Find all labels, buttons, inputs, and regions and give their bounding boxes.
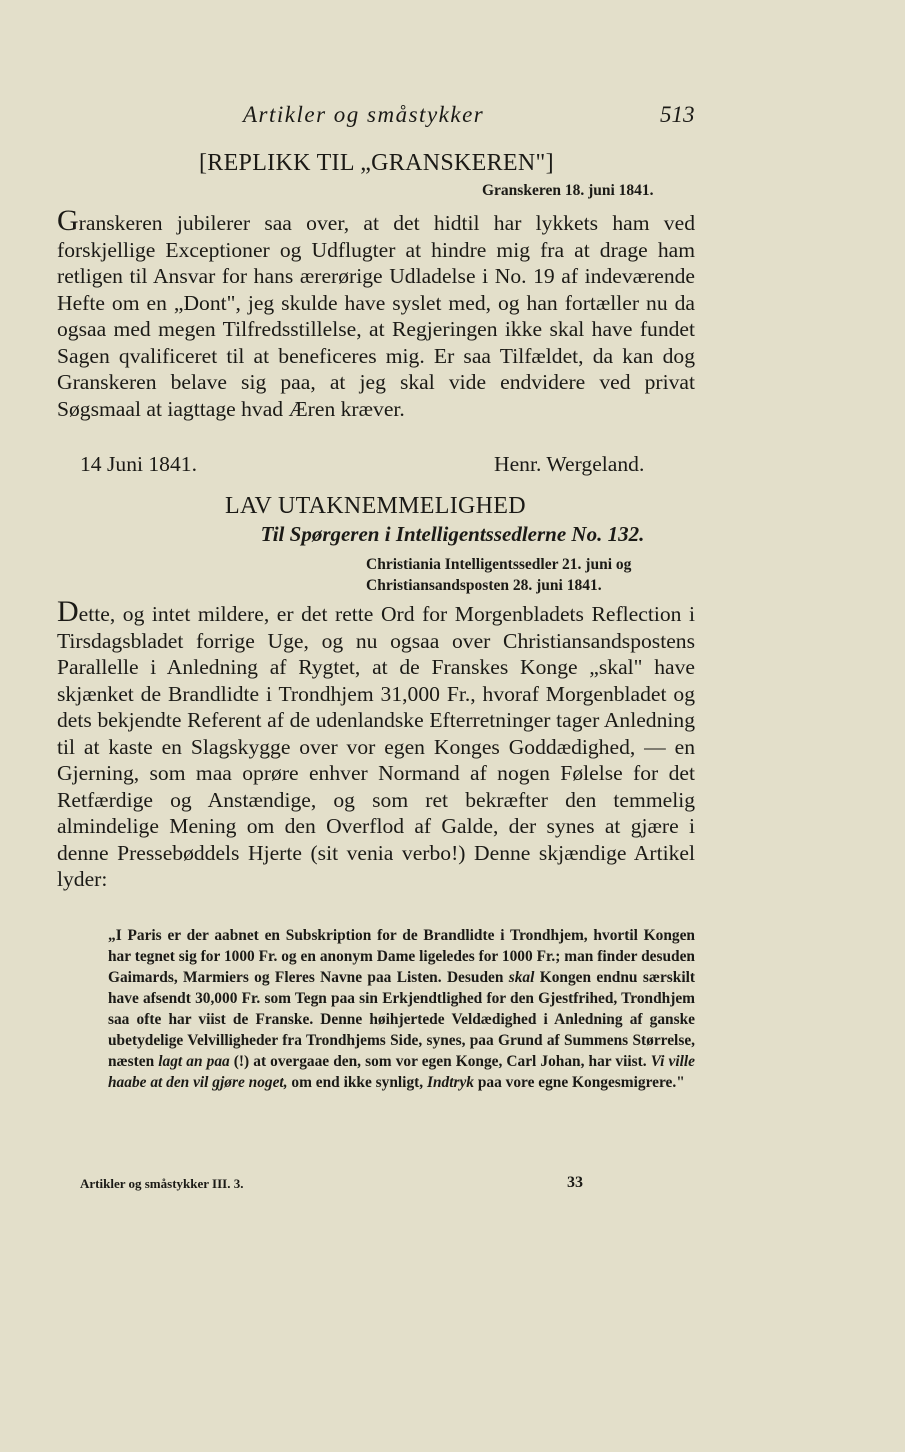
article2-body — [57, 595, 695, 893]
article1-signature: Henr. Wergeland. — [494, 452, 645, 476]
quote-part: om end ikke synligt, — [287, 1074, 427, 1091]
page-number: 513 — [660, 102, 695, 127]
running-head — [0, 102, 905, 136]
quote-emphasis: lagt an paa — [158, 1053, 230, 1070]
article2-quotation — [108, 925, 695, 1093]
running-head-title: Artikler og småstykker — [243, 102, 485, 127]
quote-part: Kongen endnu særskilt have afsendt 30,000 Fr. som Tegn paa sin Erkjendtlighed for den Gjestfrihed, Trondhjem saa ofte har viist de Franske. Denne høihjertede Veldædighed i Anledning af ganske ubetydelige Velvilligheder fra Trondhjems Side, synes, paa Grund af Summens Størrelse, næsten — [108, 969, 695, 1070]
quote-part: (!) at overgaae den, som vor egen Konge, Carl Johan, har viist. — [229, 1053, 651, 1070]
signature-mark: Artikler og småstykker III. 3. — [80, 1176, 244, 1191]
article2-source-line1: Christiania Intelligentssedler 21. juni og — [366, 556, 632, 573]
article2-paragraph — [57, 595, 695, 893]
article1-heading: [REPLIKK TIL „GRANSKEREN"] — [199, 150, 554, 176]
article2-heading: LAV UTAKNEMMELIGHED — [225, 493, 526, 519]
sheet-number: 33 — [567, 1174, 583, 1191]
article1-dropcap: G — [57, 204, 79, 237]
quote-part: paa vore egne Kongesmigrere." — [474, 1074, 685, 1091]
article2-source — [366, 554, 631, 596]
quote-emphasis: Vi ville haabe at den vil gjøre noget, — [108, 1053, 696, 1091]
article2-source-line2: Christiansandsposten 28. juni 1841. — [366, 577, 602, 594]
quote-part: „I Paris er der aabnet en Subskription for de Brandlidte i Trondhjem, hvortil Kongen har tegnet sig for 1000 Fr. og en anonym Dame ligeledes for 1000 Fr.; man finder desuden Gaimards, Marmiers og Fleres Navne paa Listen. Desuden — [108, 927, 695, 986]
article2-text: ette, og intet mildere, er det rette Ord for Morgenbladets Reflection i Tirsdagsbladet forrige Uge, og nu ogsaa over Christiansandspostens Parallelle i Anledning af Rygtet, at de Franskes Konge „skal" have skjænket de Brandlidte i Trondhjem 31,000 Fr., hvoraf Morgenbladet og dets bekjendte Referent af de udenlandske Efterretninger tager Anledning til at kaste en Slagskygge over vor egen Konges Goddædighed, — en Gjerning, som maa oprøre enhver Normand af nogen Følelse for det Retfærdige og Anstændige, og som ret bekræfter den temmelig almindelige Mening om den Overflod af Galde, der synes at gjære i denne Pressebøddels Hjerte (sit venia verbo!) Denne skjændige Artikel lyder: — [57, 602, 695, 891]
article1-source: Granskeren 18. juni 1841. — [482, 182, 654, 199]
article1-date: 14 Juni 1841. — [80, 452, 197, 476]
quote-emphasis: Indtryk — [426, 1074, 475, 1091]
article1-signature-row — [80, 452, 680, 480]
article2-subheading: Til Spørgeren i Intelligentssedlerne No. 132. — [260, 522, 645, 546]
article1-paragraph — [57, 204, 695, 422]
article1-body — [57, 204, 695, 422]
quote-emphasis: skal — [508, 969, 535, 986]
article1-text: ranskeren jubilerer saa over, at det hidtil har lykkets ham ved forskjellige Exceptioner og Udflugter at hindre mig fra at drage ham retligen til Ansvar for hans ærerørige Udladelse i No. 19 af indeværende Hefte om en „Dont", jeg skulde have syslet med, og han fortæller nu da ogsaa med megen Tilfredsstillelse, at Regjeringen ikke skal have fundet Sagen qvalificeret til at beneficeres mig. Er saa Tilfældet, da kan dog Granskeren belave sig paa, at jeg skal vide endvidere ved privat Søgsmaal at iagttage hvad Æren kræver. — [57, 211, 695, 421]
page-footer — [0, 1176, 905, 1200]
article2-dropcap: D — [57, 595, 79, 628]
